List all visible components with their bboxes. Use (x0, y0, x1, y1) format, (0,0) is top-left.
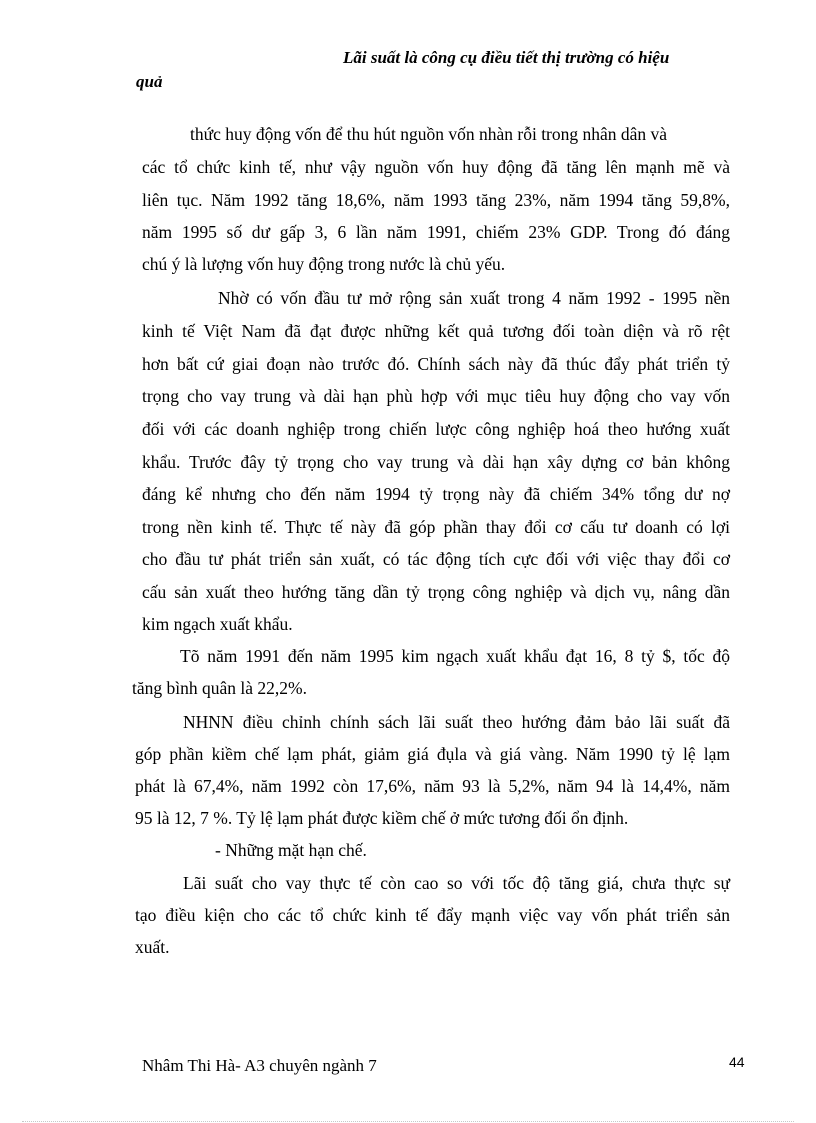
body-line: Tõ năm 1991 đến năm 1995 kim ngạch xuất khẩu đạt 16, 8 tỷ $, tốc độ (180, 646, 730, 666)
body-line: trọng cho vay trung và dài hạn phù hợp với mục tiêu huy động cho vay vốn (142, 386, 730, 406)
body-line: hơn bất cứ giai đoạn nào trước đó. Chính sách này đã thúc đẩy phát triển tỷ (142, 354, 730, 374)
body-line: kim ngạch xuất khẩu. (142, 614, 293, 634)
body-line: Nhờ có vốn đầu tư mở rộng sản xuất trong 4 năm 1992 - 1995 nền (218, 288, 730, 308)
body-line: cấu sản xuất theo hướng tăng dần tỷ trọng công nghiệp và dịch vụ, nâng dần (142, 582, 730, 602)
body-line: Lãi suất cho vay thực tế còn cao so với tốc độ tăng giá, chưa thực sự (183, 873, 730, 893)
body-line: đối với các doanh nghiệp trong chiến lược công nghiệp hoá theo hướng xuất (142, 419, 730, 439)
section-subheading: - Những mặt hạn chế. (215, 840, 367, 860)
body-line: các tổ chức kinh tế, như vậy nguồn vốn huy động đã tăng lên mạnh mẽ và (142, 157, 730, 177)
body-line: NHNN điều chỉnh chính sách lãi suất theo hướng đảm bảo lãi suất đã (183, 712, 730, 732)
body-line: góp phần kiềm chế lạm phát, giảm giá đụla và giá vàng. Năm 1990 tỷ lệ lạm (135, 744, 730, 764)
body-line: khẩu. Trước đây tỷ trọng cho vay trung và dài hạn xây dựng cơ bản không (142, 452, 730, 472)
body-line: đáng kể nhưng cho đến năm 1994 tỷ trọng này đã chiếm 34% tổng dư nợ (142, 484, 730, 504)
body-line: tăng bình quân là 22,2%. (132, 678, 307, 698)
running-header-continued: quả (136, 72, 163, 91)
body-line: liên tục. Năm 1992 tăng 18,6%, năm 1993 tăng 23%, năm 1994 tăng 59,8%, (142, 190, 730, 210)
page-number: 44 (729, 1054, 745, 1070)
body-line: xuất. (135, 937, 170, 957)
body-line: kinh tế Việt Nam đã đạt được những kết quả tương đối toàn diện và rõ rệt (142, 321, 730, 341)
running-header: Lãi suất là công cụ điều tiết thị trường có hiệu (343, 48, 670, 67)
body-line: phát là 67,4%, năm 1992 còn 17,6%, năm 93 là 5,2%, năm 94 là 14,4%, năm (135, 776, 730, 796)
body-line: năm 1995 số dư gấp 3, 6 lần năm 1991, chiếm 23% GDP. Trong đó đáng (142, 222, 730, 242)
page-bottom-divider (22, 1121, 794, 1122)
body-line: thức huy động vốn để thu hút nguồn vốn nhàn rỗi trong nhân dân và (190, 124, 668, 144)
body-line: trong nền kinh tế. Thực tế này đã góp phần thay đổi cơ cấu tư doanh có lợi (142, 517, 730, 537)
body-line: chú ý là lượng vốn huy động trong nước là chủ yếu. (142, 254, 506, 274)
body-line: cho đầu tư phát triển sản xuất, có tác động tích cực đối với việc thay đổi cơ (142, 549, 730, 569)
body-line: tạo điều kiện cho các tổ chức kinh tế đẩy mạnh việc vay vốn phát triển sản (135, 905, 730, 925)
body-line: 95 là 12, 7 %. Tỷ lệ lạm phát được kiềm chế ở mức tương đối ổn định. (135, 808, 629, 828)
footer-author: Nhâm Thi Hà- A3 chuyên ngành 7 (142, 1056, 377, 1075)
